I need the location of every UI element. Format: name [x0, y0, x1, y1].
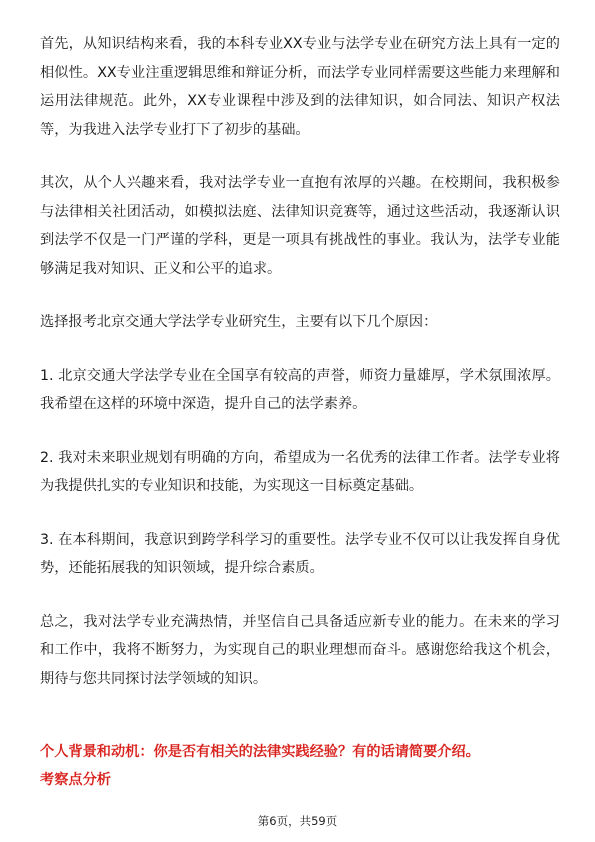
- paragraph-reasons-intro: 选择报考北京交通大学法学专业研究生，主要有以下几个原因：: [40, 314, 438, 330]
- section-heading: 考察点分析: [40, 772, 111, 788]
- paragraph-conclusion: 总之，我对法学专业充满热情，并坚信自己具备适应新专业的能力。在未来的学习和工作中，我将不断努力，为实现自己的职业理想而奋斗。感谢您给我这个机会，期待与您共同探讨法学领域的知识。: [40, 613, 560, 687]
- paragraph-reason-3: 3. 在本科期间，我意识到跨学科学习的重要性。法学专业不仅可以让我发挥自身优势，还能拓展我的知识领域，提升综合素质。: [40, 531, 560, 576]
- interview-question: 个人背景和动机：你是否有相关的法律实践经验？有的话请简要介绍。: [40, 744, 480, 760]
- paragraph-reason-1: 1. 北京交通大学法学专业在全国享有较高的声誉，师资力量雄厚，学术氛围浓厚。我希望在这样的环境中深造，提升自己的法学素养。: [40, 367, 560, 412]
- paragraph-reason-2: 2. 我对未来职业规划有明确的方向，希望成为一名优秀的法律工作者。法学专业将为我提供扎实的专业知识和技能，为实现这一目标奠定基础。: [40, 449, 560, 494]
- paragraph-personal-interest: 其次，从个人兴趣来看，我对法学专业一直抱有浓厚的兴趣。在校期间，我积极参与法律相关社团活动，如模拟法庭、法律知识竞赛等，通过这些活动，我逐渐认识到法学不仅是一门严谨的学科，更是一项具有挑战性的事业。我认为，法学专业能够满足我对知识、正义和公平的追求。: [40, 175, 560, 277]
- document-body: [40, 30, 560, 718]
- page-number: 第6页，共59页: [257, 814, 338, 828]
- paragraph-knowledge-structure: 首先，从知识结构来看，我的本科专业XX专业与法学专业在研究方法上具有一定的相似性。XX专业注重逻辑思维和辩证分析，而法学专业同样需要这些能力来理解和运用法律规范。此外，XX专业课程中涉及到的法律知识，如合同法、知识产权法等，为我进入法学专业打下了初步的基础。: [40, 36, 560, 138]
